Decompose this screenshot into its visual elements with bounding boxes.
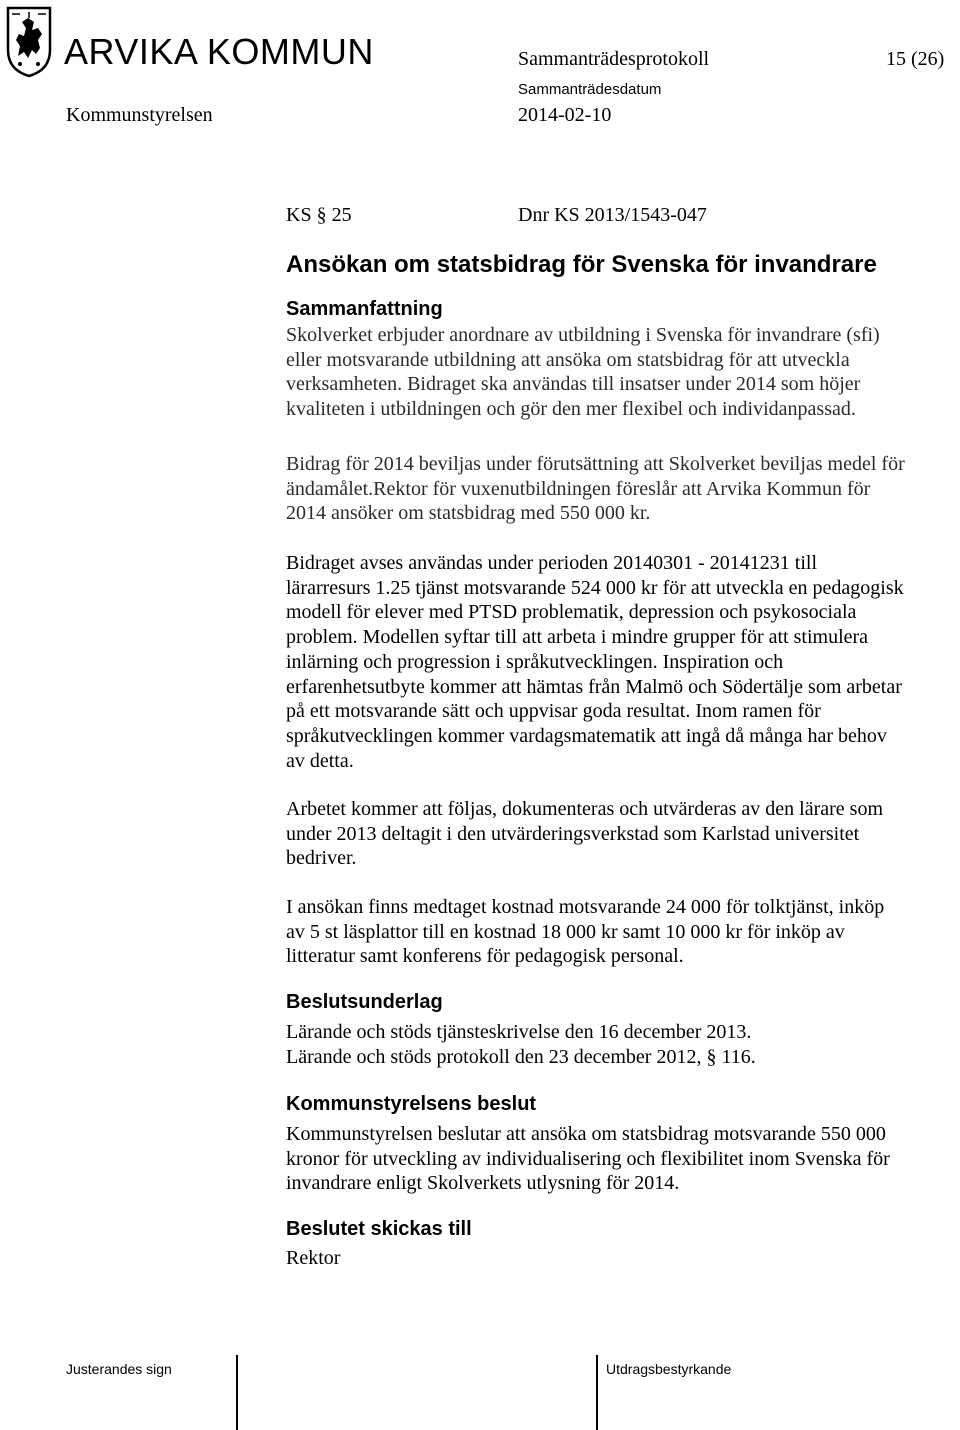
- footer-divider: [596, 1355, 598, 1430]
- footer-divider: [236, 1355, 238, 1430]
- text-line: problem. Modellen syftar till att arbeta i mindre grupper för att stimulera: [286, 626, 869, 649]
- basis-item: Lärande och stöds protokoll den 23 december 2012, § 116.: [286, 1045, 756, 1068]
- text-line: eller motsvarande utbildning att ansöka om statsbidrag för att utveckla: [286, 348, 850, 371]
- extract-certification-label: Utdragsbestyrkande: [606, 1361, 732, 1377]
- case-title: Ansökan om statsbidrag för Svenska för invandrare: [286, 251, 877, 278]
- text-line: kronor för utveckling av individualisering och flexibilitet inom Svenska för: [286, 1147, 890, 1170]
- text-line: av 5 st läsplattor till en kostnad 18 000 kr samt 10 000 kr för inköp av: [286, 920, 845, 943]
- summary-paragraph: [286, 452, 946, 526]
- text-line: under 2013 deltagit i den utvärderingsverkstad som Karlstad universitet: [286, 822, 860, 845]
- text-line: invandrare enligt Skolverkets utlysning för 2014.: [286, 1172, 680, 1195]
- text-line: av detta.: [286, 749, 354, 772]
- meeting-date: 2014-02-10: [518, 104, 612, 126]
- text-line: Bidrag för 2014 beviljas under förutsättning att Skolverket beviljas medel för: [286, 453, 905, 475]
- adjusters-signature-label: Justerandes sign: [66, 1361, 172, 1377]
- text-line: litteratur samt konferens för pedagogisk personal.: [286, 945, 684, 968]
- decision-heading: Kommunstyrelsens beslut: [286, 1093, 537, 1115]
- committee-name: Kommunstyrelsen: [66, 104, 213, 126]
- municipal-coat-of-arms-logo: [6, 6, 52, 78]
- text-line: inlärning och progression i språkutvecklingen. Inspiration och: [286, 650, 784, 673]
- page-number: 15 (26): [886, 48, 945, 70]
- text-line: I ansökan finns medtaget kostnad motsvarande 24 000 för tolktjänst, inköp: [286, 896, 885, 918]
- basis-item: Lärande och stöds tjänsteskrivelse den 16 december 2013.: [286, 1021, 752, 1043]
- text-line: verksamheten. Bidraget ska användas till insatser under 2014 som höjer: [286, 373, 861, 396]
- meeting-date-label: Sammanträdesdatum: [518, 81, 662, 98]
- decision-basis-heading: Beslutsunderlag: [286, 991, 443, 1013]
- send-to-recipient: [286, 1246, 946, 1271]
- text-line: Bidraget avses användas under perioden 20140301 - 20141231 till: [286, 552, 817, 574]
- summary-paragraph: [286, 797, 946, 871]
- diary-number: Dnr KS 2013/1543-047: [518, 204, 707, 226]
- text-line: språkutvecklingen kommer vardagsmatematik att ingå då många har behov: [286, 724, 887, 747]
- text-line: Skolverket erbjuder anordnare av utbildning i Svenska för invandrare (sfi): [286, 324, 880, 346]
- summary-paragraph: [286, 323, 946, 422]
- send-to-heading: Beslutet skickas till: [286, 1218, 472, 1240]
- summary-heading: Sammanfattning: [286, 298, 443, 320]
- decision-basis-list: [286, 1020, 946, 1069]
- text-line: modell för elever med PTSD problematik, depression och psykosociala: [286, 601, 857, 624]
- text-line: ändamålet.Rektor för vuxenutbildningen föreslår att Arvika Kommun för: [286, 477, 871, 500]
- logo-wordmark: ARVIKA KOMMUN: [64, 31, 374, 72]
- text-line: erfarenhetsutbyte kommer att hämtas från Malmö och Södertälje som arbetar: [286, 675, 902, 698]
- text-line: lärarresurs 1.25 tjänst motsvarande 524 000 kr för att utveckla en pedagogisk: [286, 576, 904, 599]
- text-line: på ett motsvarande sätt och uppvisar goda resultat. Inom ramen för: [286, 700, 821, 723]
- summary-paragraph: [286, 895, 946, 969]
- summary-paragraph: [286, 551, 946, 773]
- text-line: bedriver.: [286, 847, 357, 870]
- decision-paragraph: [286, 1122, 946, 1196]
- text-line: kvaliteten i utbildningen och gör den mer flexibel och individanpassad.: [286, 398, 856, 421]
- case-number: KS § 25: [286, 204, 352, 226]
- text-line: Arbetet kommer att följas, dokumenteras och utvärderas av den lärare som: [286, 798, 884, 820]
- protocol-title: Sammanträdesprotokoll: [518, 48, 710, 70]
- text-line: Kommunstyrelsen beslutar att ansöka om statsbidrag motsvarande 550 000: [286, 1123, 886, 1145]
- recipient: Rektor: [286, 1247, 341, 1269]
- text-line: 2014 ansöker om statsbidrag med 550 000 kr.: [286, 502, 651, 525]
